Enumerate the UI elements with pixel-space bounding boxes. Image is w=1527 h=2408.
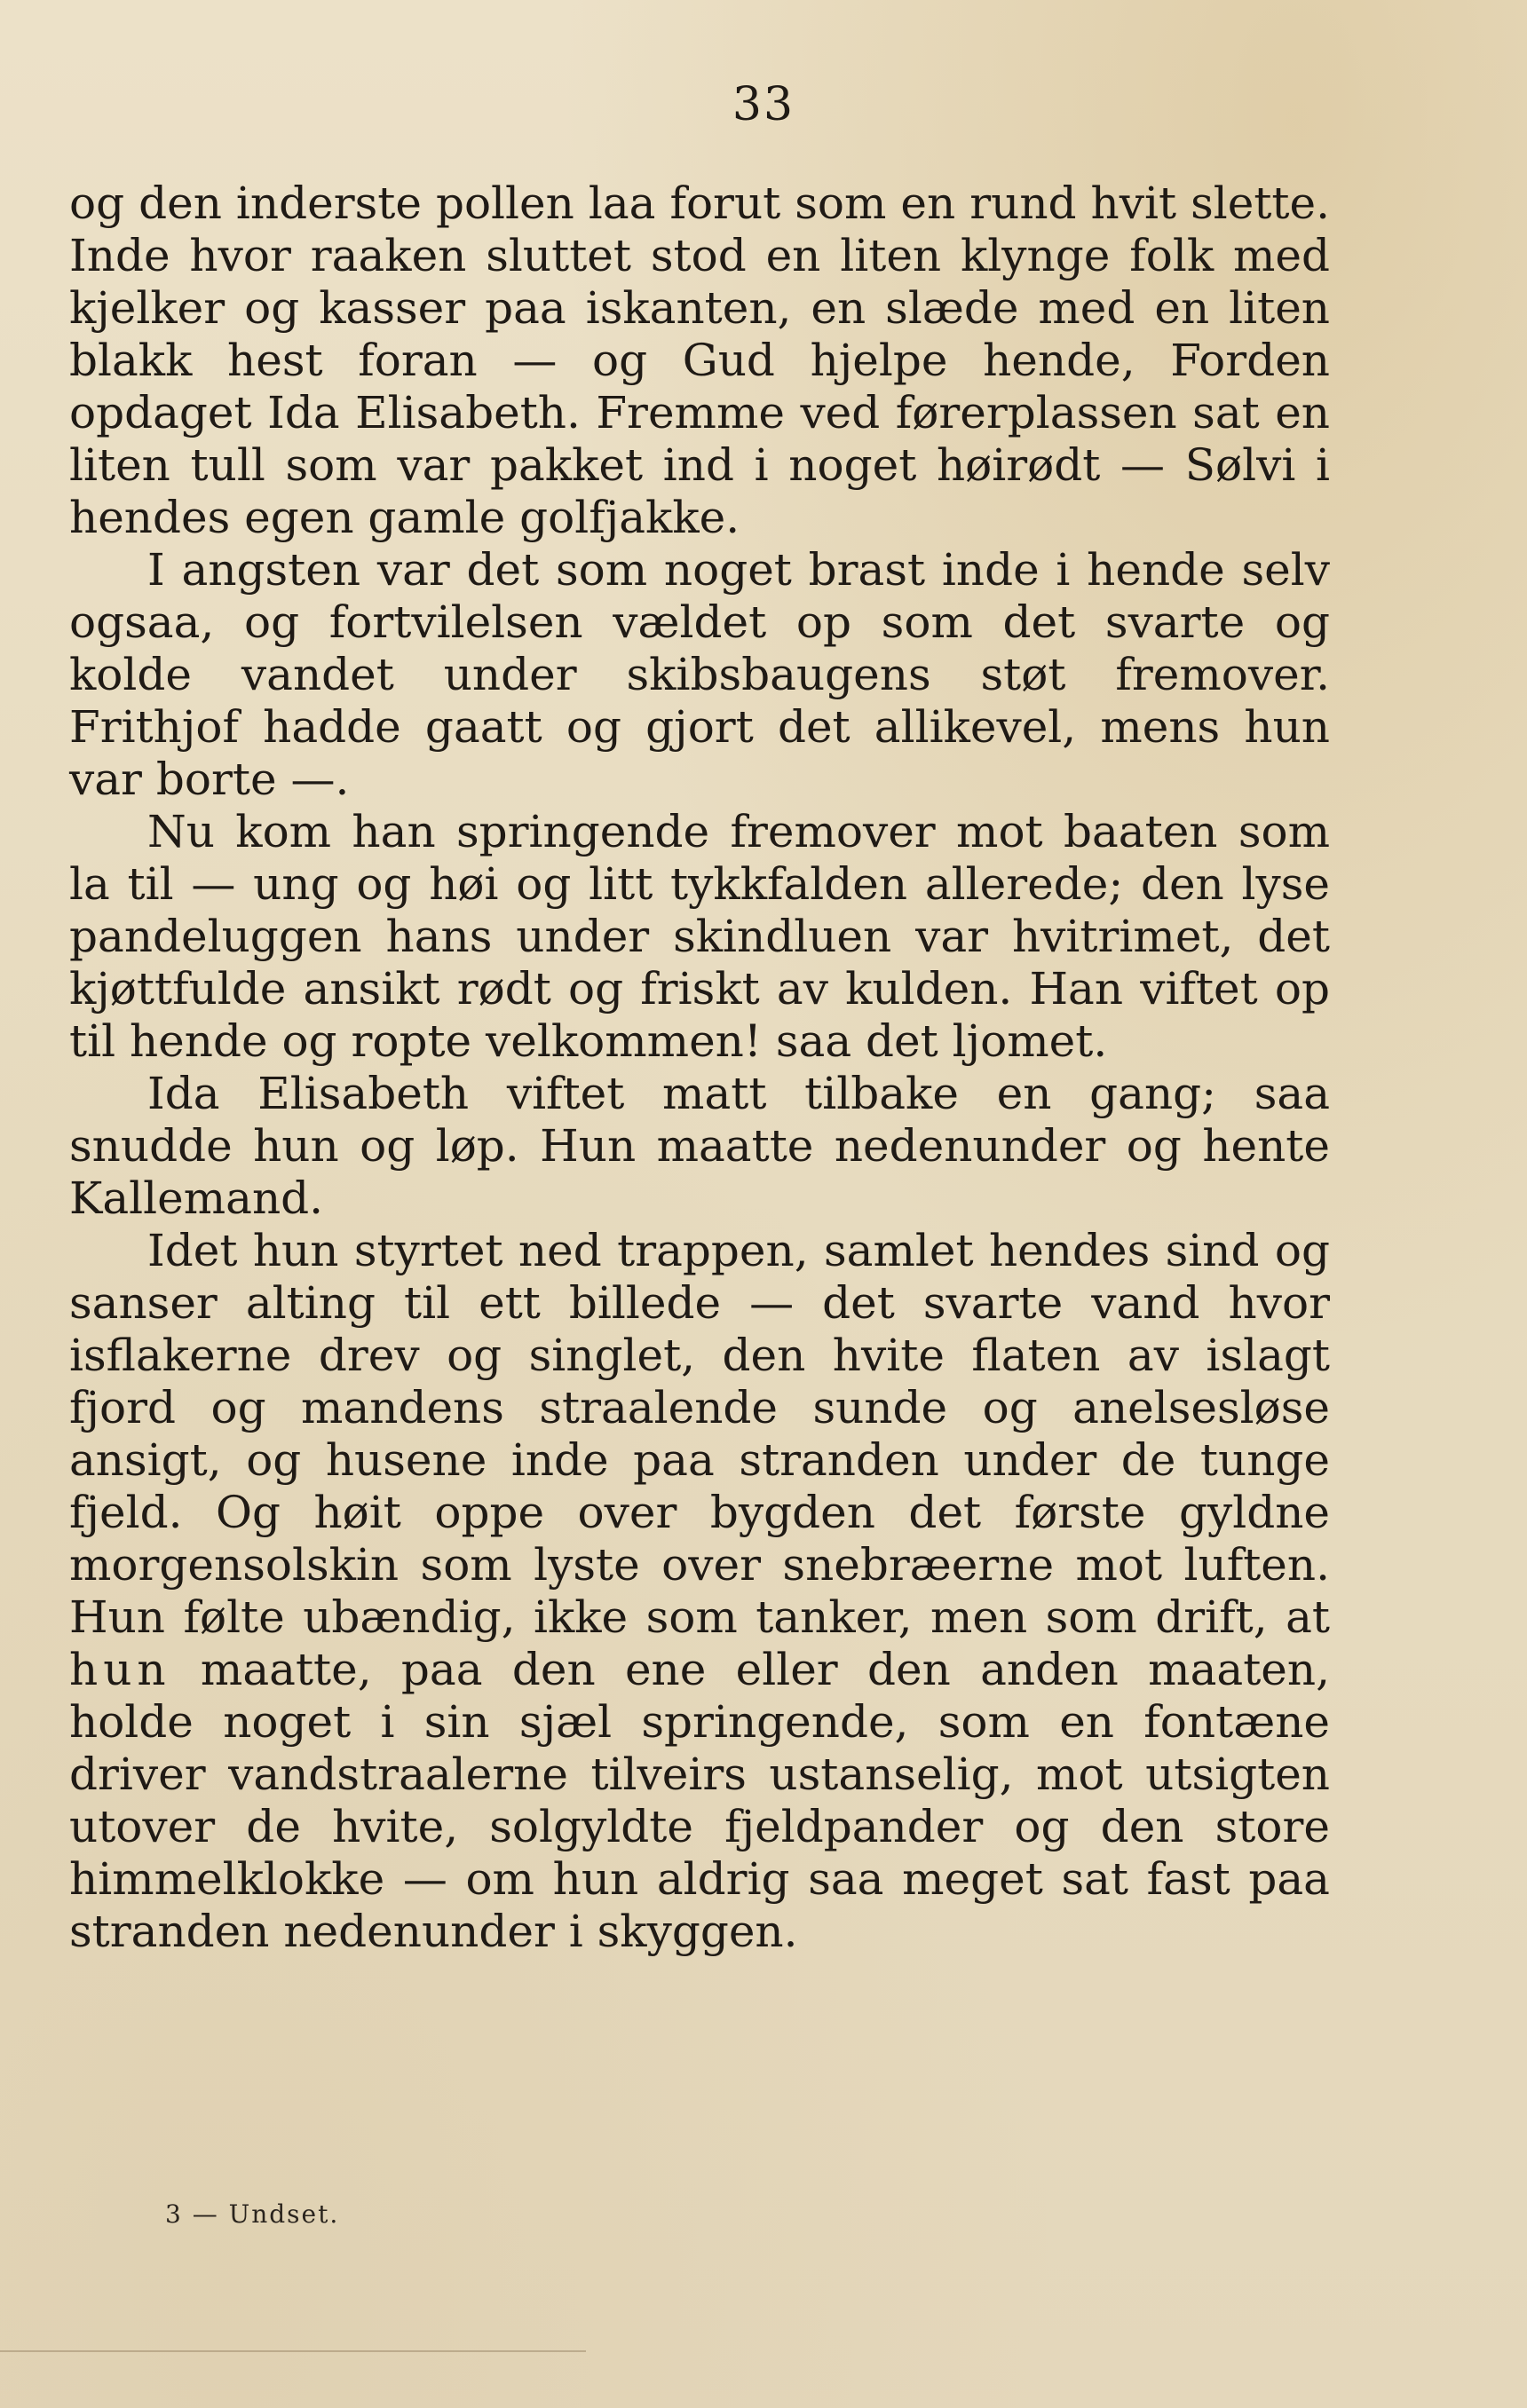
paragraph-3: Nu kom han springende fremover mot baaten som la til — ung og høi og litt tykkfalden allerede; den lyse pandeluggen hans under skindluen var hvitrimet, det kjøttfulde ansikt rødt og friskt av kulden. Han viftet op til hende og ropte velkommen! saa det ljomet. [69,806,1330,1067]
signature-footer: 3 — Undset. [165,2199,340,2229]
body-text [69,178,1330,1958]
paragraph-5-tail: maatte, paa den ene eller den anden maaten, holde noget i sin sjæl springende, som en fontæne driver vandstraalerne tilveirs ustanselig, mot utsigten utover de hvite, solgyldte fjeldpander og den store himmelklokke — om hun aldrig saa meget sat fast paa stranden nedenunder i skyggen. [69,1644,1330,1957]
paragraph-5-lead: Idet hun styrtet ned trappen, samlet hendes sind og sanser alting til ett billede — det svarte vand hvor isflakerne drev og singlet, den hvite flaten av islagt fjord og mandens straalende sunde og anelsesløse ansigt, og husene inde paa stranden under de tunge fjeld. Og høit oppe over bygden det første gyldne morgensolskin som lyste over snebræerne mot luften. Hun følte ubændig, ikke som tanker, men som drift, at [69,1225,1330,1643]
emphasized-word: hun [69,1644,171,1695]
bottom-edge-line [0,2350,586,2352]
paragraph-2: I angsten var det som noget brast inde i hende selv ogsaa, og fortvilelsen vældet op som det svarte og kolde vandet under skibsbaugens støt fremover. Frithjof hadde gaatt og gjort det allikevel, mens hun var borte —. [69,544,1330,805]
paragraph-4: Ida Elisabeth viftet matt tilbake en gang; saa snudde hun og løp. Hun maatte nedenunder og hente Kallemand. [69,1068,1330,1224]
paragraph-5 [69,1225,1330,1958]
paragraph-1: og den inderste pollen laa forut som en rund hvit slette. Inde hvor raaken sluttet stod en liten klynge folk med kjelker og kasser paa iskanten, en slæde med en liten blakk hest foran — og Gud hjelpe hende, Forden opdaget Ida Elisabeth. Fremme ved førerplassen sat en liten tull som var pakket ind i noget høirødt — Sølvi i hendes egen gamle golfjakke. [69,178,1330,543]
page-number: 33 [732,78,795,131]
